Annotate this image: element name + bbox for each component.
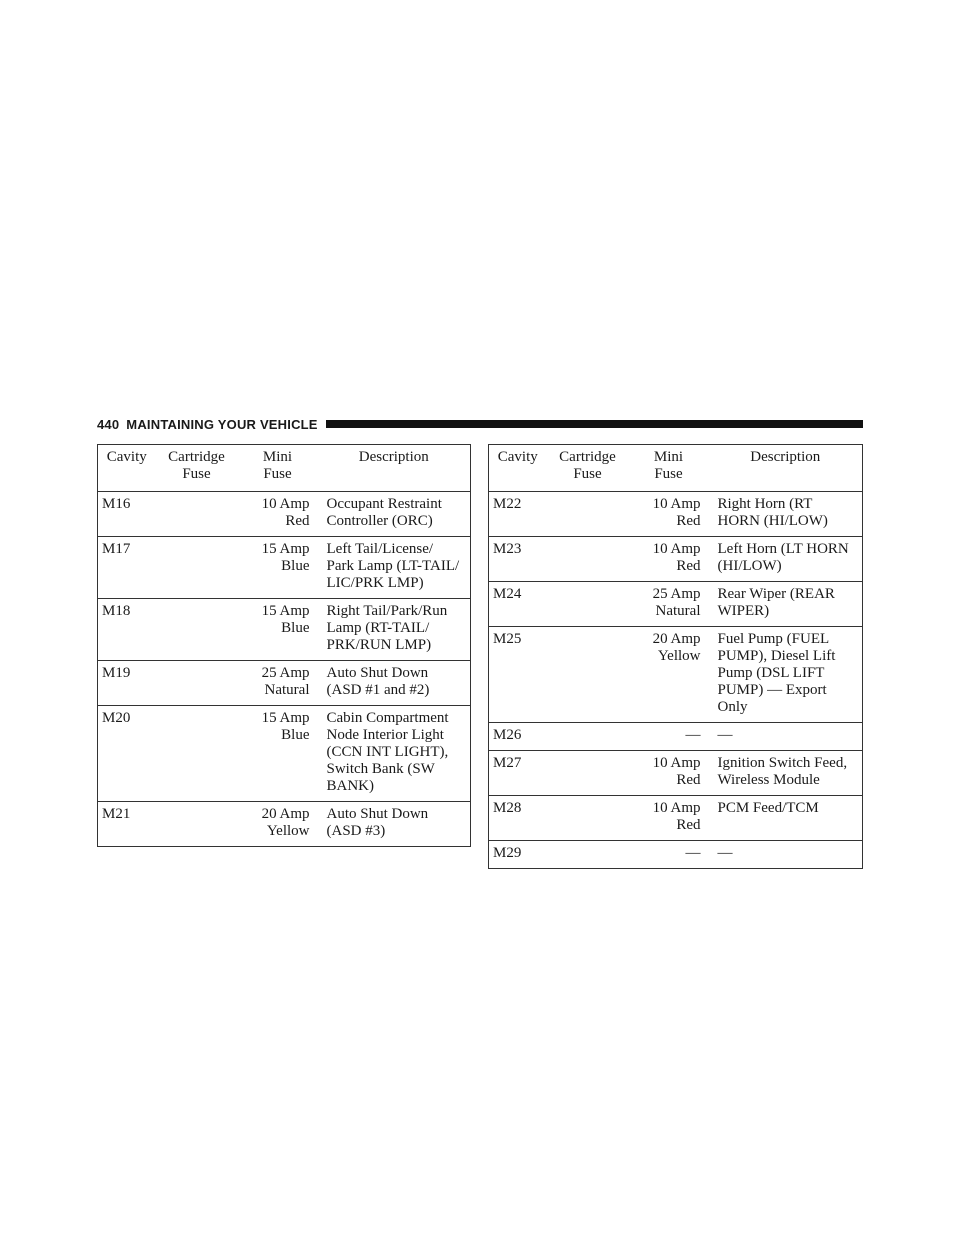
- table-row: [489, 751, 863, 796]
- cavity-cell: M16: [98, 492, 156, 537]
- cartridge-cell: [156, 802, 238, 847]
- description-cell: Right Tail/Park/Run Lamp (RT-TAIL/ PRK/RUN LMP): [318, 599, 471, 661]
- cavity-cell: M19: [98, 661, 156, 706]
- mini-fuse-cell: 10 Amp Red: [629, 796, 709, 841]
- cavity-cell: M18: [98, 599, 156, 661]
- column-header-cavity: Cavity: [98, 445, 156, 492]
- description-cell: —: [709, 841, 863, 869]
- description-cell: Auto Shut Down (ASD #3): [318, 802, 471, 847]
- table-row: [489, 796, 863, 841]
- cartridge-cell: [156, 599, 238, 661]
- mini-fuse-cell: 15 Amp Blue: [238, 706, 318, 802]
- description-cell: Fuel Pump (FUEL PUMP), Diesel Lift Pump (DSL LIFT PUMP) — Export Only: [709, 627, 863, 723]
- mini-fuse-cell: —: [629, 723, 709, 751]
- cavity-cell: M17: [98, 537, 156, 599]
- column-header-cartridge: Cartridge Fuse: [547, 445, 629, 492]
- table-row: [98, 802, 471, 847]
- column-header-cavity: Cavity: [489, 445, 547, 492]
- cavity-cell: M25: [489, 627, 547, 723]
- table-row: [98, 706, 471, 802]
- mini-fuse-cell: 10 Amp Red: [238, 492, 318, 537]
- description-cell: —: [709, 723, 863, 751]
- cartridge-cell: [547, 627, 629, 723]
- column-header-cartridge: Cartridge Fuse: [156, 445, 238, 492]
- table-row: [98, 661, 471, 706]
- cartridge-cell: [156, 492, 238, 537]
- cavity-cell: M22: [489, 492, 547, 537]
- table-row: [98, 599, 471, 661]
- column-header-description: Description: [709, 445, 863, 492]
- mini-fuse-cell: 25 Amp Natural: [238, 661, 318, 706]
- cartridge-cell: [547, 537, 629, 582]
- cavity-cell: M28: [489, 796, 547, 841]
- cartridge-cell: [547, 582, 629, 627]
- table-header-row: [489, 445, 863, 492]
- mini-fuse-cell: 15 Amp Blue: [238, 537, 318, 599]
- cartridge-cell: [547, 796, 629, 841]
- description-cell: Rear Wiper (REAR WIPER): [709, 582, 863, 627]
- fuse-table-left: [97, 444, 471, 847]
- page-header: [97, 416, 863, 432]
- cartridge-cell: [547, 492, 629, 537]
- cavity-cell: M27: [489, 751, 547, 796]
- cartridge-cell: [156, 706, 238, 802]
- table-row: [489, 492, 863, 537]
- table-row: [489, 627, 863, 723]
- section-title: MAINTAINING YOUR VEHICLE: [126, 416, 318, 432]
- description-cell: Occupant Restraint Controller (ORC): [318, 492, 471, 537]
- table-row: [98, 537, 471, 599]
- description-cell: Left Tail/License/ Park Lamp (LT-TAIL/ LIC/PRK LMP): [318, 537, 471, 599]
- table-row: [489, 582, 863, 627]
- cavity-cell: M29: [489, 841, 547, 869]
- column-header-mini: Mini Fuse: [238, 445, 318, 492]
- mini-fuse-cell: 10 Amp Red: [629, 751, 709, 796]
- mini-fuse-cell: 20 Amp Yellow: [238, 802, 318, 847]
- table-row: [98, 492, 471, 537]
- cartridge-cell: [156, 537, 238, 599]
- table-header-row: [98, 445, 471, 492]
- description-cell: Ignition Switch Feed, Wireless Module: [709, 751, 863, 796]
- header-rule: [326, 420, 863, 428]
- description-cell: Right Horn (RT HORN (HI/LOW): [709, 492, 863, 537]
- cartridge-cell: [547, 723, 629, 751]
- mini-fuse-cell: —: [629, 841, 709, 869]
- mini-fuse-cell: 15 Amp Blue: [238, 599, 318, 661]
- cavity-cell: M24: [489, 582, 547, 627]
- table-row: [489, 841, 863, 869]
- mini-fuse-cell: 10 Amp Red: [629, 492, 709, 537]
- cavity-cell: M23: [489, 537, 547, 582]
- description-cell: PCM Feed/TCM: [709, 796, 863, 841]
- description-cell: Auto Shut Down (ASD #1 and #2): [318, 661, 471, 706]
- cavity-cell: M26: [489, 723, 547, 751]
- table-row: [489, 537, 863, 582]
- column-header-description: Description: [318, 445, 471, 492]
- cavity-cell: M21: [98, 802, 156, 847]
- cartridge-cell: [547, 751, 629, 796]
- cavity-cell: M20: [98, 706, 156, 802]
- cartridge-cell: [547, 841, 629, 869]
- description-cell: Left Horn (LT HORN (HI/LOW): [709, 537, 863, 582]
- mini-fuse-cell: 10 Amp Red: [629, 537, 709, 582]
- fuse-table-right: [488, 444, 863, 869]
- page-number: 440: [97, 416, 120, 432]
- description-cell: Cabin Compartment Node Interior Light (CCN INT LIGHT), Switch Bank (SW BANK): [318, 706, 471, 802]
- table-row: [489, 723, 863, 751]
- cartridge-cell: [156, 661, 238, 706]
- mini-fuse-cell: 20 Amp Yellow: [629, 627, 709, 723]
- mini-fuse-cell: 25 Amp Natural: [629, 582, 709, 627]
- column-header-mini: Mini Fuse: [629, 445, 709, 492]
